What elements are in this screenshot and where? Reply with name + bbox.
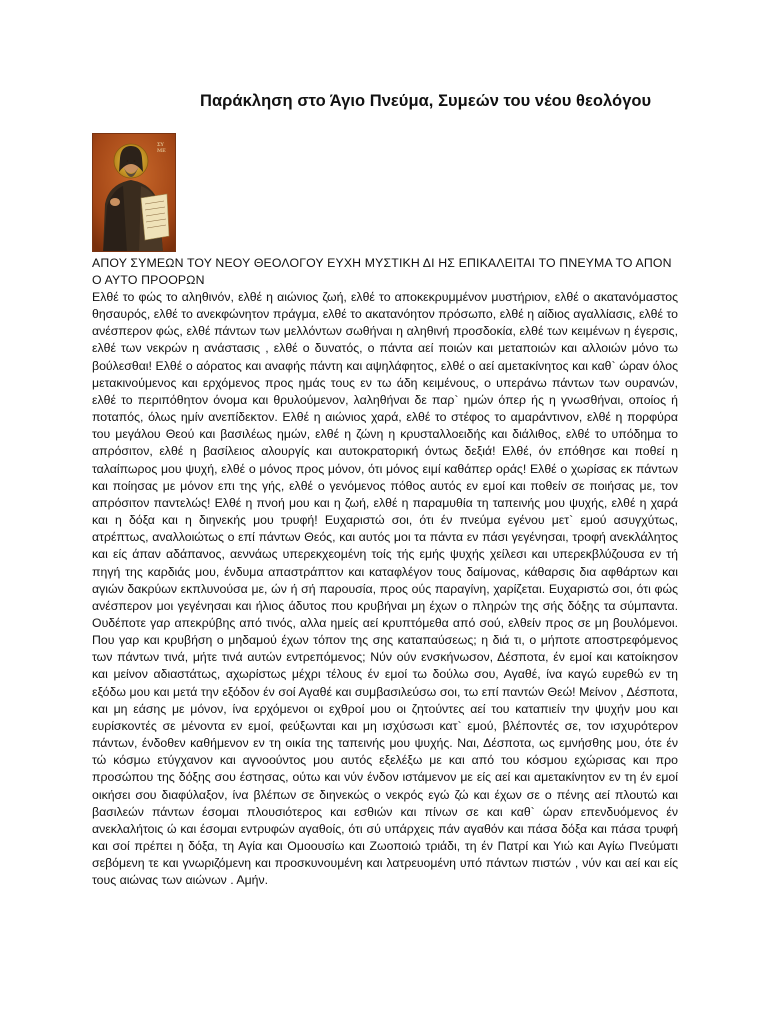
svg-text:ΣΥ: ΣΥ xyxy=(157,142,164,148)
saint-icon xyxy=(92,133,176,252)
document-title: Παράκληση στο Άγιο Πνεύμα, Συμεών του νέου θεολόγου xyxy=(200,92,652,110)
prayer-body-text: Ελθέ το φώς το αληθινόν, ελθέ η αιώνιος ζωή, ελθέ το αποκεκρυμμένον μυστήριον, ελθέ ο ακατανόμαστος θησαυρός, ελθέ το ανεκφώνητον πράγμα, ελθέ το ακατανόητον πρόσωπο, ελθέ η αίδιος αγαλλίασις, ελθέ το ανέσπερον φώς, ελθέ πάντων των μελλόντων σωθήναι η αληθινή προσδοκία, ελθέ των κειμένων η έγερσις, ελθέ των νεκρών η ανάστασις , ελθέ ο δυνατός, ο πάντα αεί ποιών και μεταποιών και αλλοιών μόνο τω βούλεσθαι! Ελθέ ο αόρατος και αναφής πάντη και αψηλάφητος, ελθέ ο αεί αμετακίνητος και καθ` ώραν όλος μετακινούμενος και ερχόμενος προς ημάς τους εν τω άδη κειμένους, ο υπεράνω πάντων των ουρανών, ελθέ το περιπόθητον όνομα και θρυλούμενον, λαληθήναι δε παρ` ημών όπερ ής η γνωσθήναι, οποίος ή ποταπός, όλως ημίν ανεπίδεκτον. Ελθέ η αιώνιος χαρά, ελθέ το στέφος το αμαράντινον, ελθέ η πορφύρα του μεγάλου Θεού και βασιλέως ημών, ελθέ η ζώνη η κρυσταλλοειδής και διάλιθος, ελθέ το υπόδημα το απρόσιτον, ελθέ η βασίλειος αλουργίς και αυτοκρατορική όντως δεξιά! Ελθέ, όν επόθησε και ποθεί η ταλαίπωρος μου ψυχή, ελθέ ο μόνος προς μόνον, ότι μόνος ειμί καθάπερ οράς! Ελθέ ο χωρίσας εκ πάντων και ποίησας με μόνον επι της γής, ελθέ ο γενόμενος πόθος αυτός εν εμοί και ποθείν σε ποιήσας με, τον απρόσιτον παντελώς! Ελθέ η πνοή μου και η ζωή, ελθέ η παραμυθία τη ταπεινής μου ψυχής, ελθέ η χαρά και η δόξα και η διηνεκής μου τρυφή! Ευχαριστώ σοι, ότι έν πνεύμα εγένου μετ` εμού ασυγχύτως, ατρέπτως, αναλλοιώτως ο επί πάντων Θεός, και αυτός μοι τα πάντα εν πάσι γεγένησαι, τροφή ανεκλάλητος και είς άπαν αδάπανος, αεννάως υπερεκχεομένη τοίς τής εμής ψυχής χείλεσι και υπερεκβλύζουσα εν τή πηγή της καρδιάς μου, ένδυμα απαστράπτον και καταφλέγον τους δαίμονας, κάθαρσις δια αφθάρτων και αγιών δακρύων εκπλυνούσα με, ών ή σή παρουσία, προς ούς παραγίνη, χαρίζεται. Ευχαριστώ σοι, ότι φώς ανέσπερον μοι γεγένησαι και ήλιος άδυτος που κρυβήναι μη έχων ο πληρών της σής δόξης τα σύμπαντα. Ουδέποτε γαρ απεκρύβης από τινός, αλλα ημείς αεί κρυπτόμεθα από σού, ελθείν προς σε μη βουλόμενοι. Που γαρ και κρυβήση ο μηδαμού έχων τόπον της σης καταπαύσεως; η διά τι, ο μήποτε αποστρεφόμενος των πάντων τινά, μήτε τινά αυτών εντρεπόμενος; Νύν ούν ενσκήνωσον, Δέσποτα, έν εμοί και κατοίκησον και μείνον αδιαστάτως, αχωρίστως μέχρι τέλους έν εμοί τω δούλω σου, Αγαθέ, ίνα καγώ ευρεθώ εν τη εξόδω μου και μετά την εξόδον έν σοί Αγαθέ και συμβασιλεύσω σοι, τω επί παντών Θεώ! Μείνον , Δέσποτα, και μη εάσης με μόνον, ίνα ερχόμενοι οι εχθροί μου οι ζητούντες αεί του καταπιείν την ψυχήν μου και ευρίσκοντές σε μένοντα εν εμοί, φεύξωνται και μη ισχύσωσι κατ` εμού, βλέποντές σε, τον ισχυρότερον πάντων, ένδοθεν καθήμενον εν τη οικία της ταπεινής μου ψυχής. Ναι, Δέσποτα, ως εμνήσθης μου, ότε έν τώ κόσμω ετύγχανον και αγνοούντος μου αυτός εξελέξω με και από του κόσμου εχώρισας και προ προσώπου της δόξης σου έστησας, ούτω και νύν ένδον ιστάμενον με είς αεί και αμετακίνητον εν τη έν εμοί οικήσει σου διαφύλαξον, ίνα βλέπων σε διηνεκώς ο νεκρός εγώ ζώ και έχων σε ο πένης αεί πλουτώ και βασιλεών πάντων έσομαι πλουσιότερος και εσθιών και πίνων σε και καθ` ώραν επενδυόμενος έν ανεκλαλήτοις ώ και έσομαι εντρυφών αγαθοίς, ότι σύ υπάρχεις πάν αγαθόν και πάσα δόξα και πάσα τρυφή και σοί πρέπει η δόξα, τη Αγία και Ομοουσίω και Ζωοποιώ τριάδι, τη έν Πατρί και Υιώ και Αγίω Πνεύματι σεβόμενη τε και γνωριζόμενη και προσκυνουμένη και λατρευομένη υπό πάντων πιστών , νύν και αεί και είς τους αιώνας των αιώνων . Αμήν. xyxy=(92,290,678,888)
prayer-heading: ΑΠΟΥ ΣΥΜΕΩΝ ΤΟΥ ΝΕΟΥ ΘΕΟΛΟΓΟΥ ΕΥΧΗ ΜΥΣΤΙΚΗ ΔΙ ΗΣ ΕΠΙΚΑΛΕΙΤΑΙ ΤΟ ΠΝΕΥΜΑ ΤΟ ΑΠΟΝ Ο ΑΥΤΟ ΠΡΟΟΡΩΝ xyxy=(92,256,672,287)
svg-text:ΜΕ: ΜΕ xyxy=(157,148,166,154)
